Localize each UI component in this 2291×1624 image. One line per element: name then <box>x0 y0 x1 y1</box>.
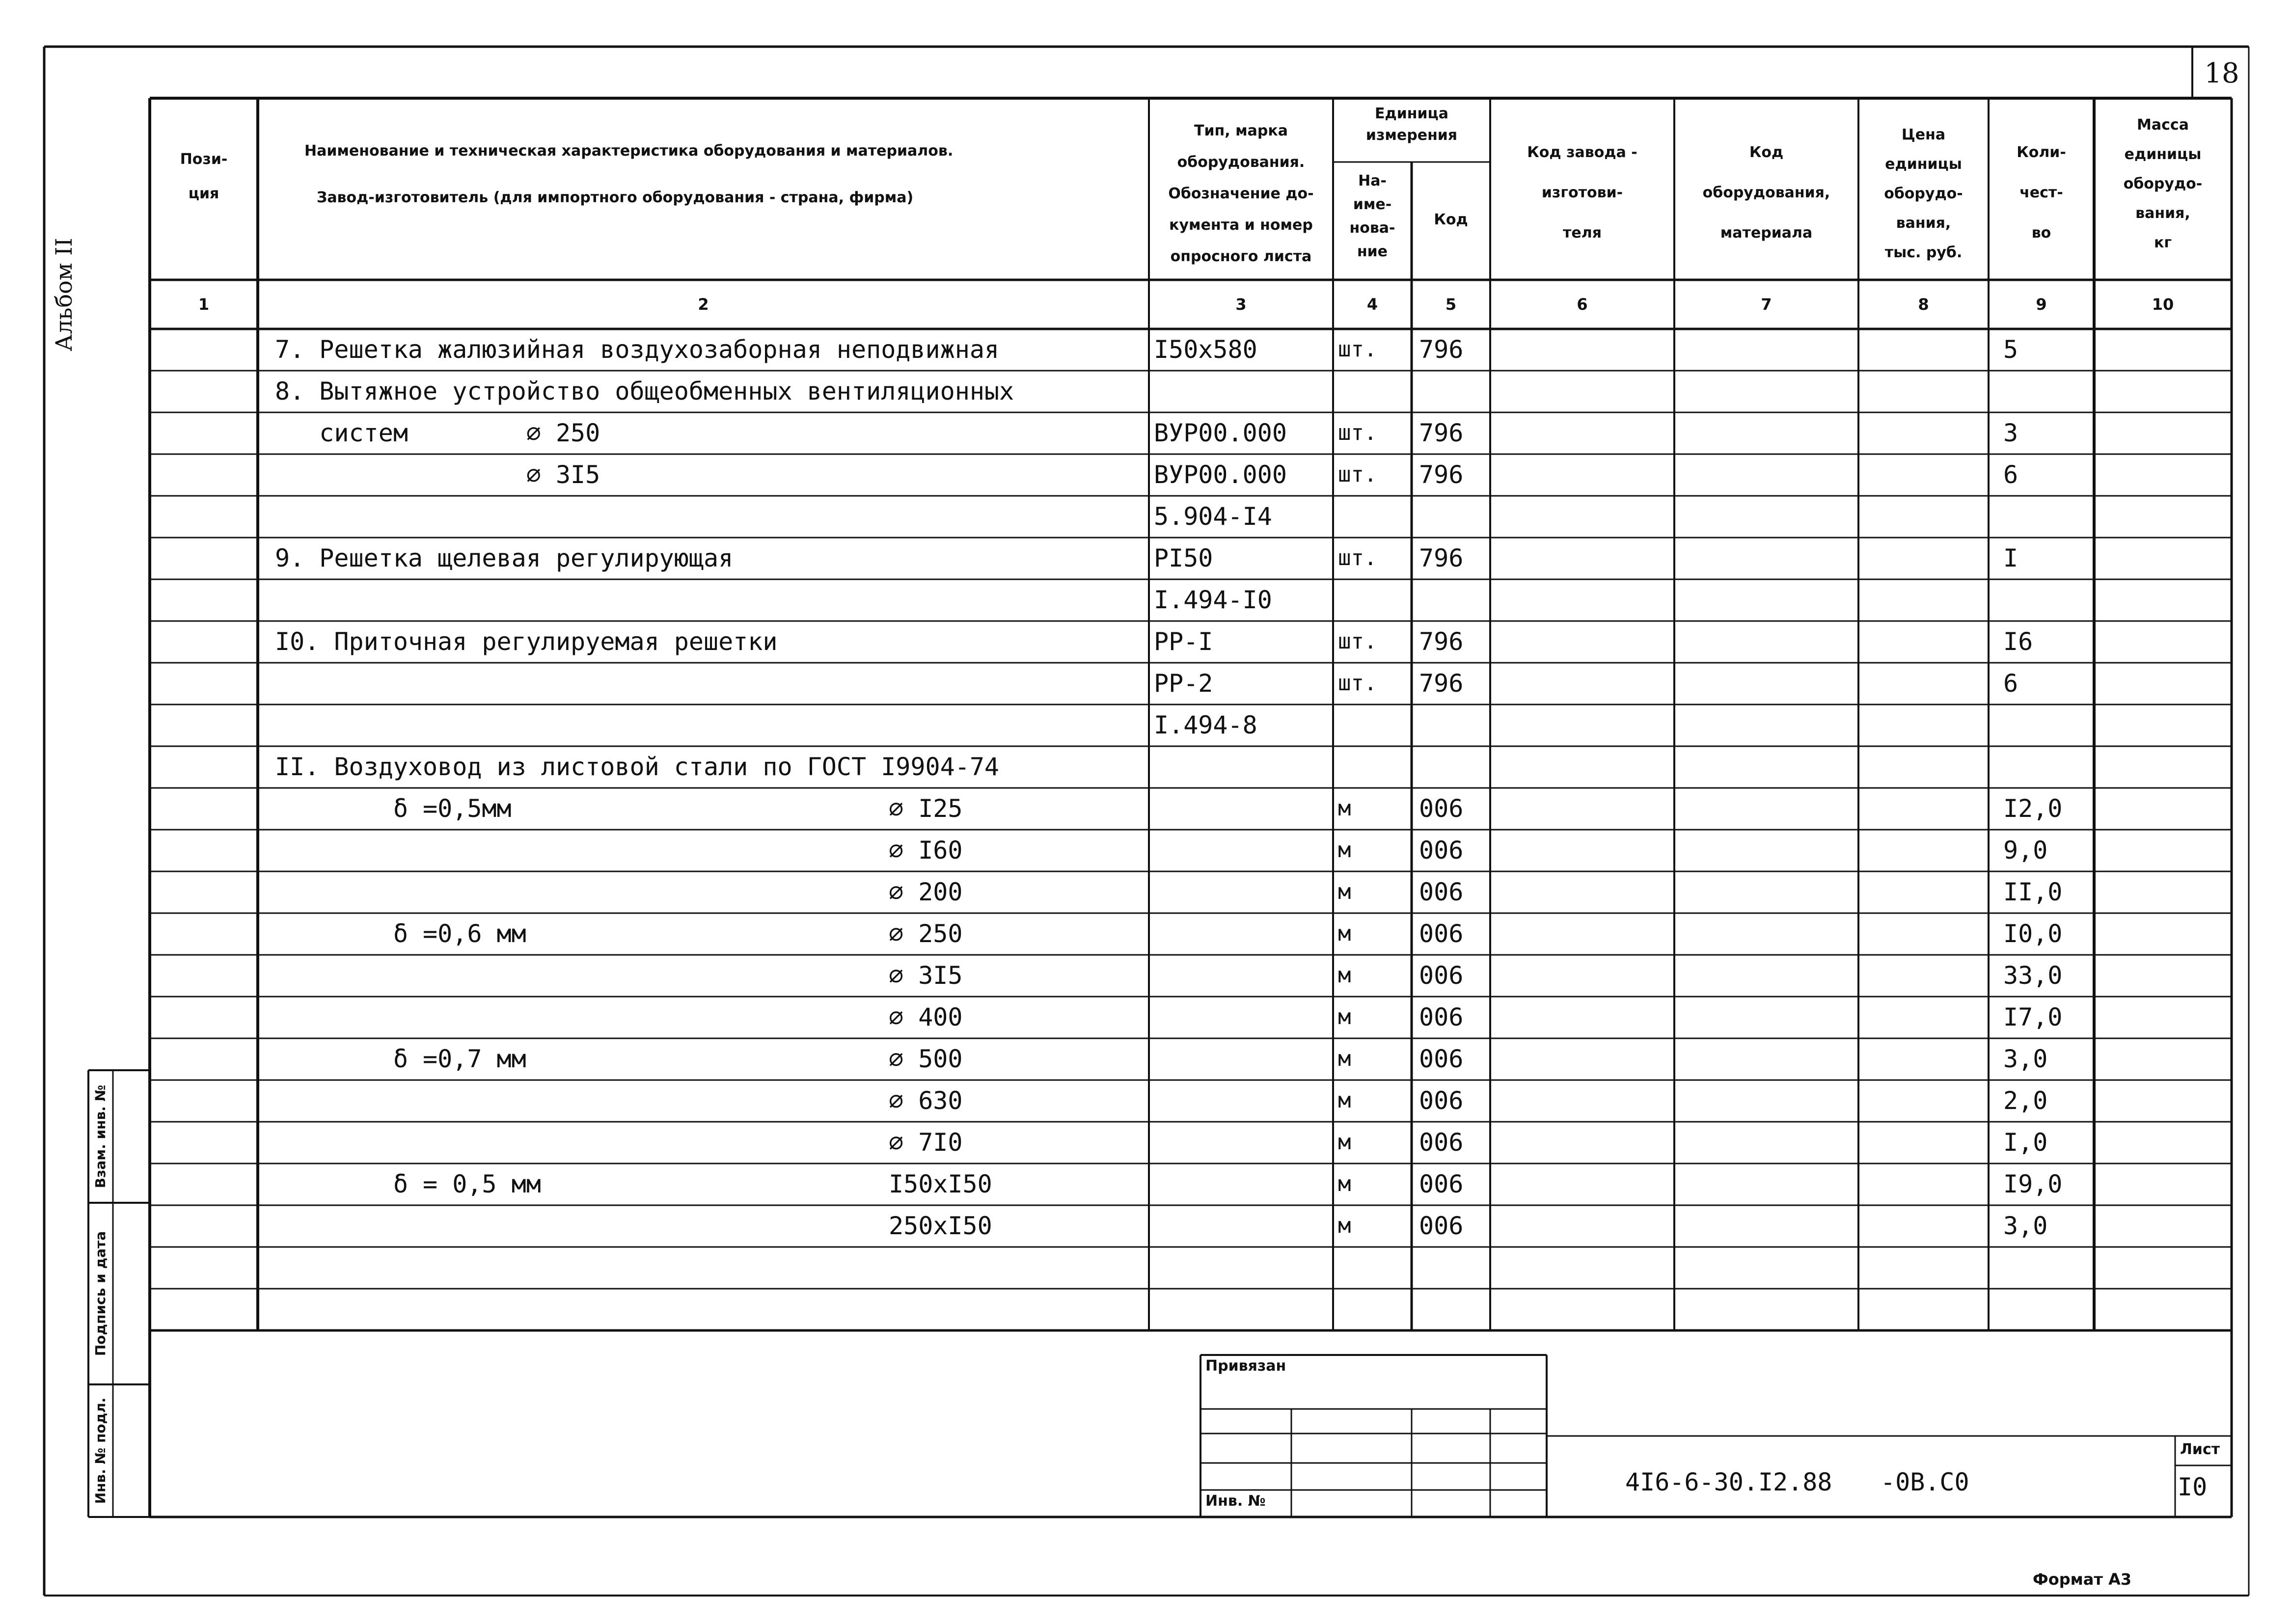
row-unit: шт. <box>1338 337 1377 362</box>
column-number-6: 6 <box>1577 295 1588 314</box>
row-dia: ⌀ 500 <box>889 1045 963 1073</box>
side-stamp-podpis-data: Подпись и дата <box>92 1231 109 1356</box>
row-dia: ⌀ 400 <box>889 1003 963 1031</box>
row-code: 796 <box>1419 419 1464 447</box>
row-unit: м <box>1338 921 1351 946</box>
header-col45-group: Единица измерения <box>1365 105 1458 144</box>
row-qty: I2,0 <box>2003 794 2063 823</box>
row-code: 796 <box>1419 544 1464 572</box>
row-type: ВУР00.000 <box>1154 419 1287 447</box>
row-unit: м <box>1338 1046 1351 1071</box>
row-dia: ⌀ 250 <box>889 920 963 948</box>
row-qty: 3,0 <box>2003 1045 2048 1073</box>
stamp-privyazan: Привязан <box>1205 1357 1286 1375</box>
row-code: 796 <box>1419 627 1464 656</box>
format-label: Формат А3 <box>2033 1570 2132 1589</box>
row-code: 006 <box>1419 1212 1464 1240</box>
row-qty: I,0 <box>2003 1128 2048 1157</box>
row-code: 006 <box>1419 920 1464 948</box>
row-unit: шт. <box>1338 671 1377 696</box>
column-number-9: 9 <box>2036 295 2047 314</box>
row-dia: ⌀ 200 <box>889 878 963 906</box>
row-qty: 6 <box>2003 460 2018 489</box>
row-unit: м <box>1338 963 1351 988</box>
column-number-1: 1 <box>198 295 210 314</box>
header-col7: Код оборудования, материала <box>1702 144 1830 242</box>
row-qty: 33,0 <box>2003 961 2063 990</box>
row-qty: I0,0 <box>2003 920 2063 948</box>
row-unit: м <box>1338 1130 1351 1155</box>
row-dia: ⌀ I60 <box>889 836 963 865</box>
row-name: 9. Решетка щелевая регулирующая <box>275 544 734 572</box>
row-code: 006 <box>1419 878 1464 906</box>
row-dia: I50xI50 <box>889 1170 992 1198</box>
row-dia: ⌀ 3I5 <box>889 961 963 990</box>
row-type: I.494-I0 <box>1154 586 1272 614</box>
row-name: ⌀ 3I5 <box>275 460 600 489</box>
row-type: 5.904-I4 <box>1154 502 1272 531</box>
row-name: I0. Приточная регулируемая решетки <box>275 627 778 656</box>
row-code: 006 <box>1419 1170 1464 1198</box>
column-number-5: 5 <box>1445 295 1457 314</box>
row-code: 796 <box>1419 335 1464 364</box>
stamp-sheet-label: Лист <box>2180 1441 2220 1458</box>
row-unit: м <box>1338 796 1351 821</box>
row-name: 8. Вытяжное устройство общеобменных вентиляционных <box>275 377 1014 406</box>
column-number-8: 8 <box>1918 295 1929 314</box>
row-name: систем ⌀ 250 <box>275 419 600 447</box>
row-dia: ⌀ 7I0 <box>889 1128 963 1157</box>
row-unit: м <box>1338 1088 1351 1113</box>
header-col2-line2: Завод-изготовитель (для импортного оборудования - страна, фирма) <box>317 189 914 206</box>
row-qty: 3,0 <box>2003 1212 2048 1240</box>
row-qty: I <box>2003 544 2018 572</box>
row-name: δ =0,7 мм <box>275 1045 526 1073</box>
row-unit: шт. <box>1338 629 1377 654</box>
column-number-2: 2 <box>698 295 709 314</box>
header-col8: Цена единицы оборудо- вания, тыс. руб. <box>1884 126 1963 261</box>
header-col10: Масса единицы оборудо- вания, кг <box>2123 116 2203 251</box>
row-qty: 9,0 <box>2003 836 2048 865</box>
row-unit: м <box>1338 1171 1351 1196</box>
row-code: 006 <box>1419 1086 1464 1115</box>
stamp-inv-no: Инв. № <box>1205 1492 1266 1510</box>
row-name: II. Воздуховод из листовой стали по ГОСТ I9904-74 <box>275 753 1000 781</box>
row-dia: 250xI50 <box>889 1212 992 1240</box>
sheet-corner-number: 18 <box>2204 57 2239 89</box>
header-col5: Код <box>1434 211 1468 228</box>
stamp-document-suffix: -0В.С0 <box>1881 1468 1969 1496</box>
row-name: δ =0,6 мм <box>275 920 526 948</box>
row-unit: м <box>1338 1004 1351 1029</box>
row-type: ВУР00.000 <box>1154 460 1287 489</box>
row-unit: шт. <box>1338 462 1377 487</box>
column-number-3: 3 <box>1235 295 1247 314</box>
stamp-document-code: 4I6-6-30.I2.88 <box>1625 1468 1832 1496</box>
row-dia: ⌀ I25 <box>889 794 963 823</box>
row-code: 796 <box>1419 460 1464 489</box>
row-qty: 6 <box>2003 669 2018 698</box>
row-unit: шт. <box>1338 420 1377 445</box>
row-dia: ⌀ 630 <box>889 1086 963 1115</box>
row-unit: м <box>1338 838 1351 863</box>
row-qty: 5 <box>2003 335 2018 364</box>
header-col9: Коли- чест- во <box>2017 144 2066 242</box>
row-name: 7. Решетка жалюзийная воздухозаборная неподвижная <box>275 335 1000 364</box>
row-type: PI50 <box>1154 544 1213 572</box>
row-code: 006 <box>1419 1128 1464 1157</box>
row-unit: шт. <box>1338 545 1377 570</box>
header-col4: На- име- нова- ние <box>1349 172 1395 260</box>
row-type: PP-I <box>1154 627 1213 656</box>
row-name: δ =0,5мм <box>275 794 512 823</box>
row-type: I.494-8 <box>1154 711 1257 739</box>
row-code: 006 <box>1419 1045 1464 1073</box>
row-code: 006 <box>1419 836 1464 865</box>
side-stamp-inv-podl: Инв. № подл. <box>92 1397 109 1504</box>
row-qty: 2,0 <box>2003 1086 2048 1115</box>
header-col3: Тип, марка оборудования. Обозначение до- кумента и номер опросного листа <box>1168 122 1314 265</box>
row-code: 006 <box>1419 961 1464 990</box>
row-code: 006 <box>1419 1003 1464 1031</box>
row-type: PP-2 <box>1154 669 1213 698</box>
row-unit: м <box>1338 1213 1351 1238</box>
row-name: δ = 0,5 мм <box>275 1170 541 1198</box>
row-qty: I9,0 <box>2003 1170 2063 1198</box>
column-number-7: 7 <box>1761 295 1772 314</box>
header-col1: Пози- ция <box>180 151 228 202</box>
side-stamp-vzam-inv: Взам. инв. № <box>92 1084 109 1189</box>
header-col6: Код завода - изготови- теля <box>1527 144 1637 242</box>
column-number-10: 10 <box>2152 295 2174 314</box>
row-code: 006 <box>1419 794 1464 823</box>
column-number-4: 4 <box>1366 295 1378 314</box>
row-qty: I6 <box>2003 627 2033 656</box>
row-qty: 3 <box>2003 419 2018 447</box>
row-unit: м <box>1338 879 1351 904</box>
stamp-sheet-number: I0 <box>2178 1473 2208 1501</box>
header-col2-line1: Наименование и техническая характеристика оборудования и материалов. <box>304 142 954 160</box>
row-type: I50x580 <box>1154 335 1257 364</box>
row-qty: I7,0 <box>2003 1003 2063 1031</box>
row-qty: II,0 <box>2003 878 2063 906</box>
row-code: 796 <box>1419 669 1464 698</box>
album-label: Альбом II <box>51 238 77 352</box>
